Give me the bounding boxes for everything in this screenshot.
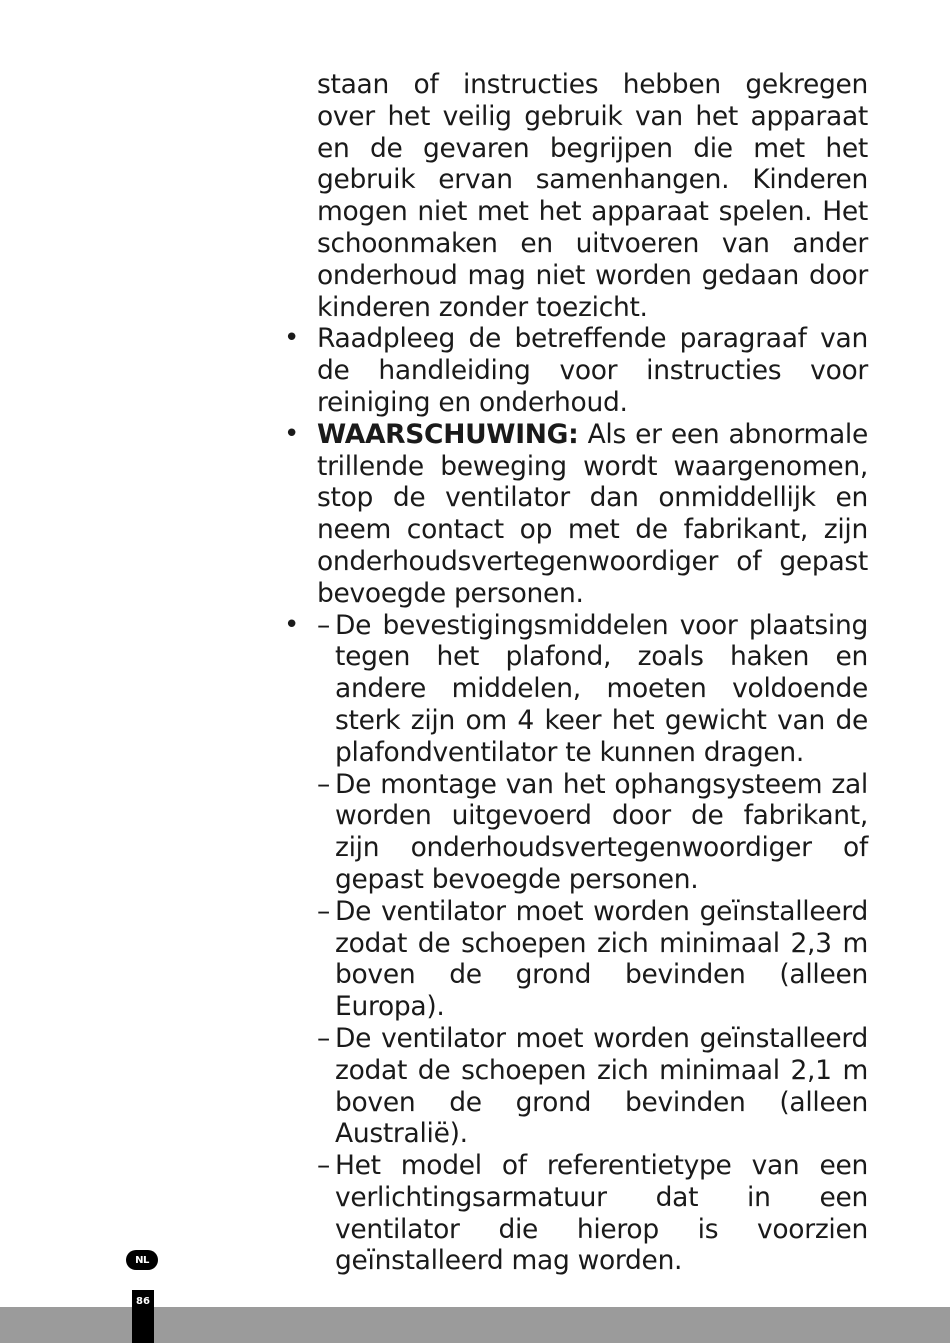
bullet-warning bbox=[284, 419, 868, 610]
bullet-mark: • bbox=[284, 323, 300, 354]
dash-item-text: De montage van het ophangsysteem zal worden uitgevoerd door de fabrikant, zijn onderhoudsvertegenwoordiger of gepast bevoegde personen. bbox=[335, 768, 868, 895]
bullet-mark: • bbox=[284, 418, 300, 449]
dash-item bbox=[317, 769, 868, 896]
bullet-mark: • bbox=[284, 609, 300, 640]
dash-item bbox=[317, 1023, 868, 1150]
warning-body: Als er een abnormale trillende beweging wordt waargenomen, stop de ventilator dan onmiddellijk en neem contact op met de fabrikant, zijn onderhoudsvertegenwoordiger of gepast bevoegde personen. bbox=[317, 418, 868, 609]
page-number: 86 bbox=[132, 1290, 154, 1343]
dash-item-text: De ventilator moet worden geïnstalleerd zodat de schoepen zich minimaal 2,3 m boven de grond bevinden (alleen Europa). bbox=[335, 895, 868, 1023]
language-badge: NL bbox=[126, 1250, 158, 1270]
dash-mark: – bbox=[317, 768, 330, 800]
dash-item-text: De ventilator moet worden geïnstalleerd zodat de schoepen zich minimaal 2,1 m boven de grond bevinden (alleen Australië). bbox=[335, 1022, 868, 1150]
dash-mark: – bbox=[317, 1022, 330, 1054]
bullet-cleaning-text: Raadpleeg de betreffende paragraaf van de handleiding voor instructies voor reiniging en onderhoud. bbox=[317, 323, 868, 418]
dash-item-text: Het model of referentietype van een verlichtingsarmatuur dat in een ventilator die hierop is voorzien geïnstalleerd mag worden. bbox=[335, 1150, 868, 1277]
dash-item bbox=[317, 896, 868, 1023]
dash-mark: – bbox=[317, 1150, 330, 1182]
continued-paragraph: staan of instructies hebben gekregen over het veilig gebruik van het apparaat en de gevaren begrijpen die met het gebruik ervan samenhangen. Kinderen mogen niet met het apparaat spelen. Het schoonmaken en uitvoeren van ander onderhoud mag niet worden gedaan door kinderen zonder toezicht. bbox=[317, 69, 868, 323]
dash-item bbox=[317, 1150, 868, 1277]
dash-item bbox=[317, 610, 868, 769]
bullet-cleaning bbox=[284, 323, 868, 418]
bullet-installation bbox=[284, 610, 868, 1278]
dash-mark: – bbox=[317, 895, 330, 927]
dash-mark: – bbox=[317, 609, 330, 641]
warning-label: WAARSCHUWING: bbox=[317, 418, 579, 450]
dash-item-text: De bevestigingsmiddelen voor plaatsing tegen het plafond, zoals haken en andere middelen, moeten voldoende sterk zijn om 4 keer het gewicht van de plafondventilator te kunnen dragen. bbox=[335, 609, 868, 768]
instructions-text bbox=[284, 69, 868, 1277]
bullet-warning-text bbox=[317, 419, 868, 610]
